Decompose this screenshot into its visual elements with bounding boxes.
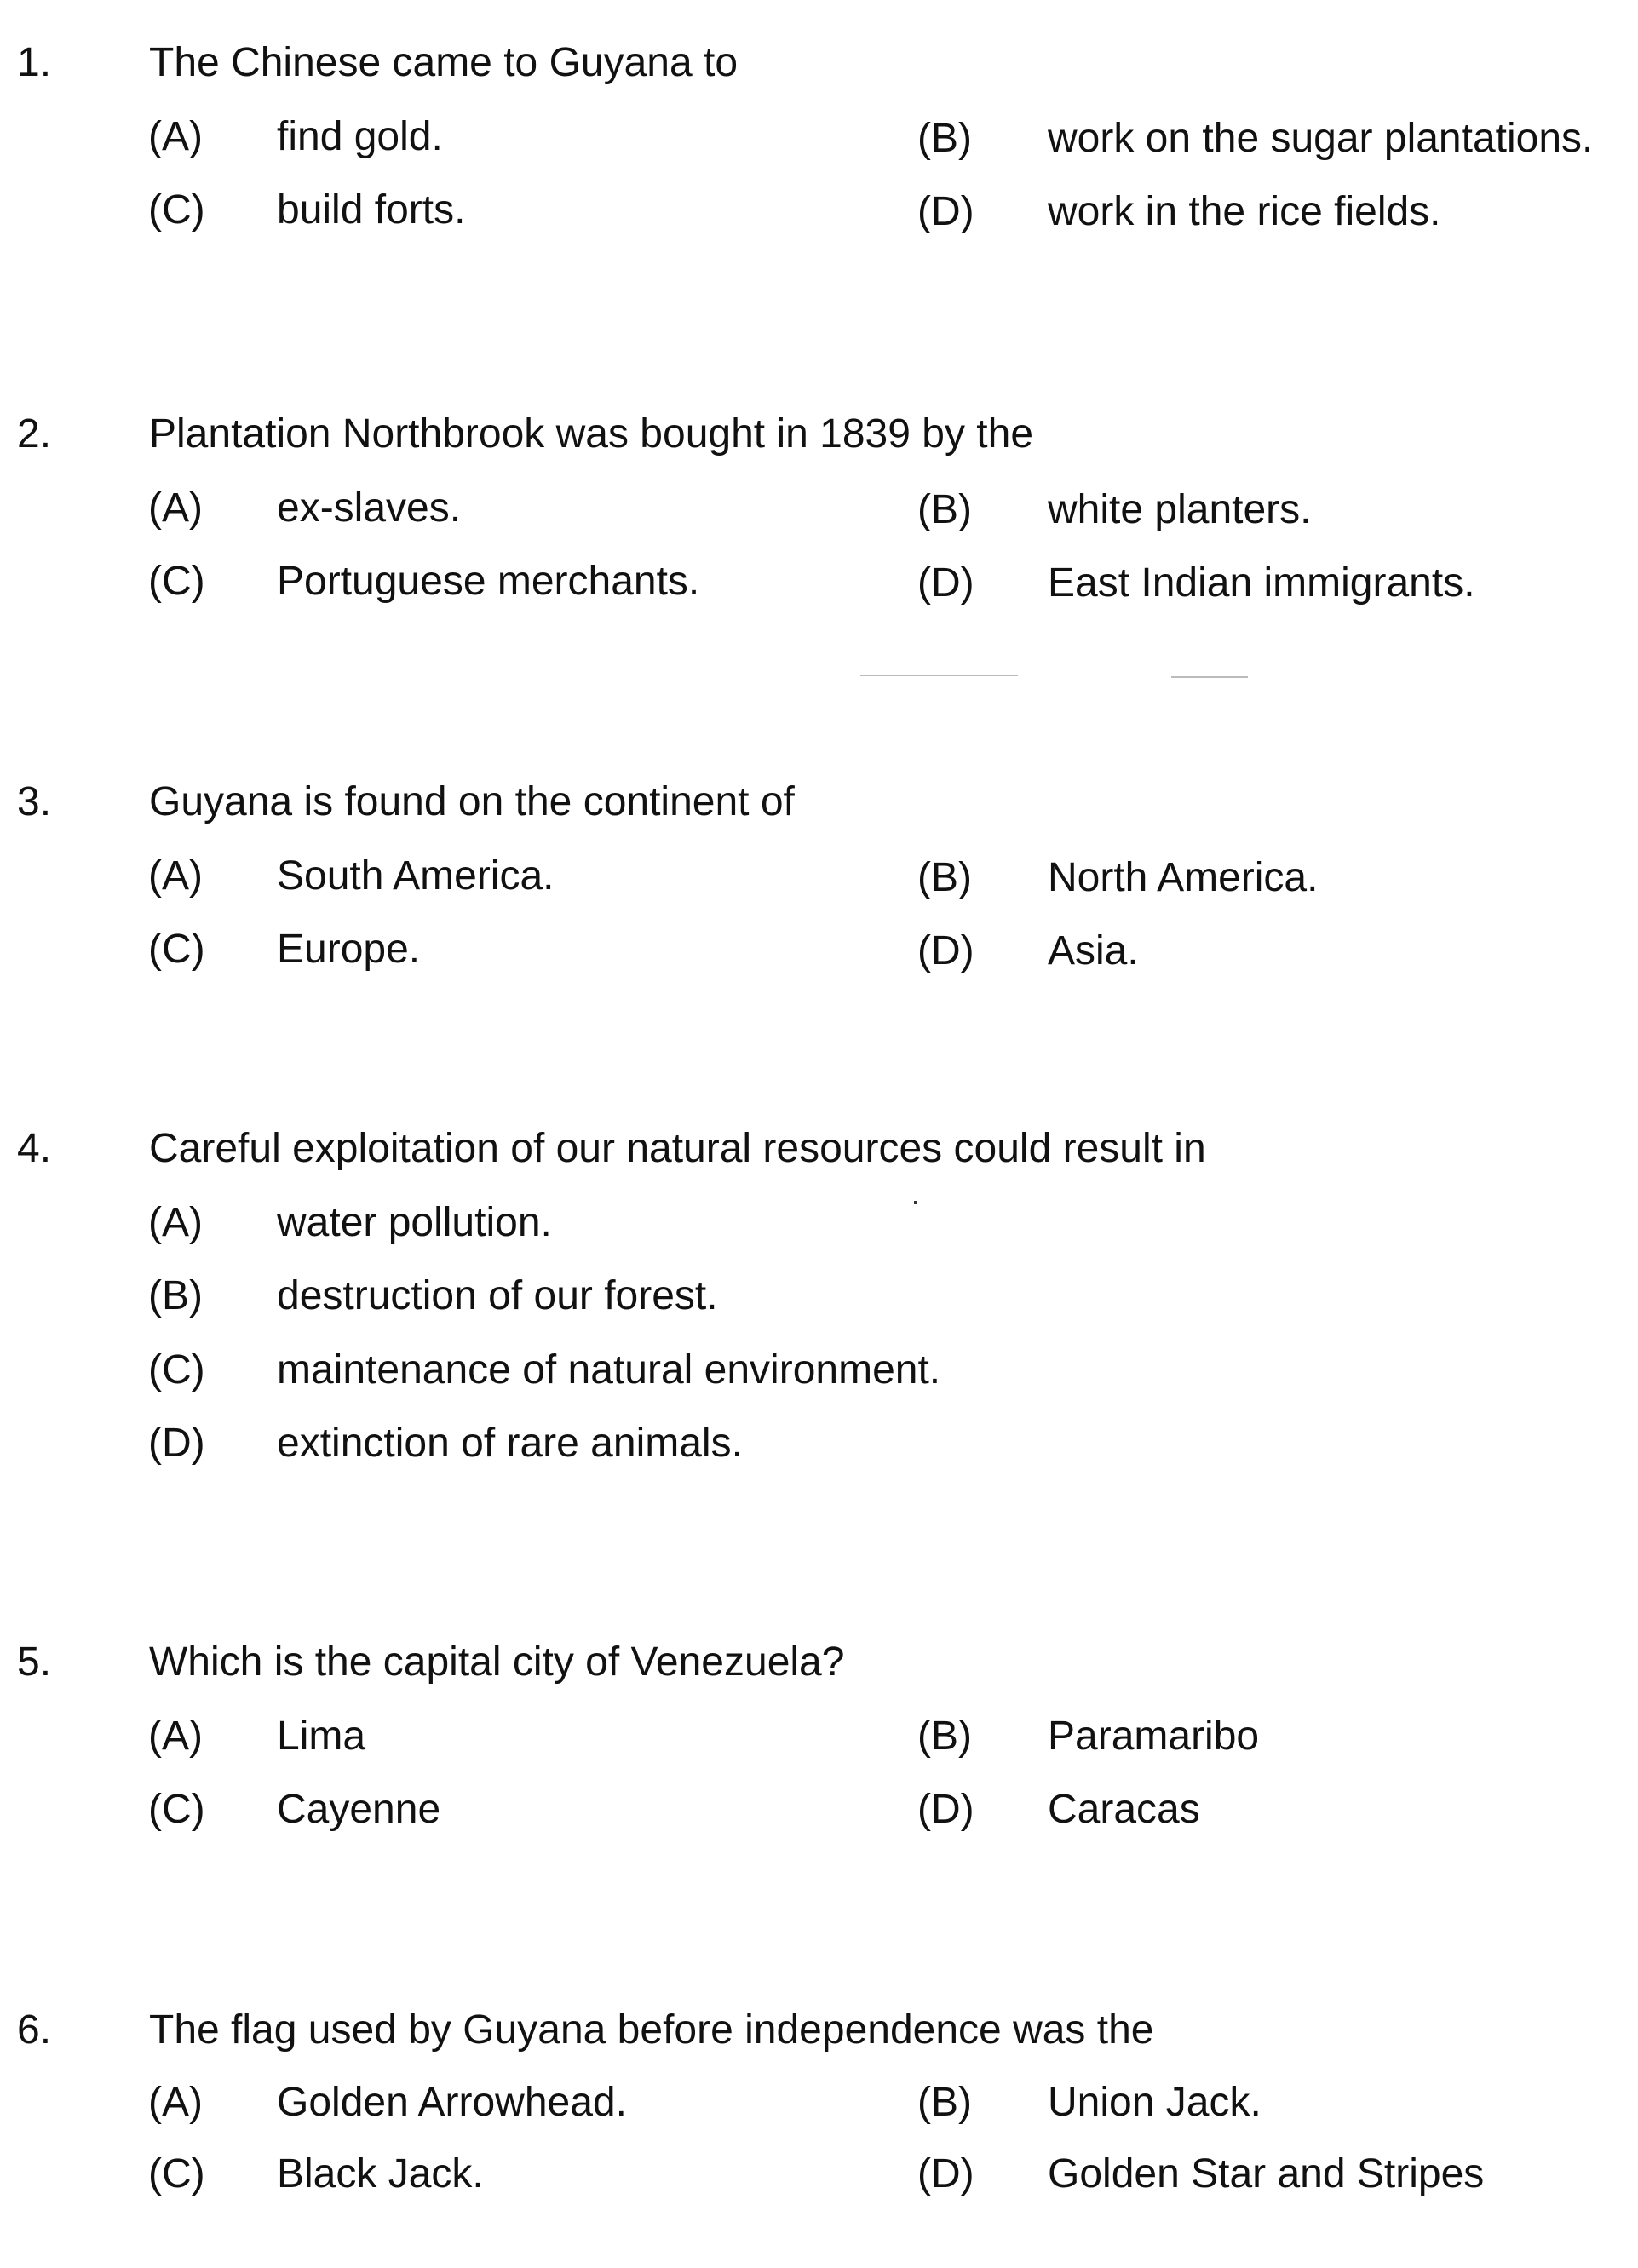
option-letter: (A) [148,853,203,899]
option-text: Portuguese merchants. [277,559,700,604]
option-letter: (B) [917,116,972,161]
option-text: destruction of our forest. [277,1273,718,1318]
option-text: Paramaribo [1048,1714,1260,1759]
option-text: work on the sugar plantations. [1048,116,1594,161]
option-letter: (D) [917,560,974,606]
option-letter: (B) [917,2080,972,2125]
question-stem: Plantation Northbrook was bought in 1839 by the [149,411,1034,456]
question-stem: The flag used by Guyana before independence was the [149,2007,1154,2053]
option-letter: (C) [148,187,205,233]
question-stem: Guyana is found on the continent of [149,779,795,824]
question-number: 1. [17,40,52,85]
option-letter: (A) [148,485,203,531]
scan-speck [914,1201,917,1204]
option-letter: (B) [917,1714,972,1759]
question-number: 2. [17,411,52,456]
option-text: build forts. [277,187,466,233]
option-letter: (C) [148,559,205,604]
option-letter: (A) [148,1714,203,1759]
option-text: Lima [277,1714,366,1759]
question-stem: Careful exploitation of our natural resources could result in [149,1126,1206,1171]
option-text: Golden Star and Stripes [1048,2151,1485,2196]
question-number: 4. [17,1126,52,1171]
option-text: white planters. [1048,487,1312,532]
option-text: North America. [1048,855,1319,900]
option-text: South America. [277,853,555,899]
scan-speck [1171,676,1248,678]
option-text: work in the rice fields. [1048,189,1441,234]
question-number: 5. [17,1639,52,1685]
option-text: Europe. [277,927,421,972]
option-text: find gold. [277,114,443,159]
question-number: 3. [17,779,52,824]
question-number: 6. [17,2007,52,2053]
option-text: Asia. [1048,928,1139,973]
option-text: extinction of rare animals. [277,1421,743,1466]
scan-speck [860,675,1018,676]
option-letter: (C) [148,927,205,972]
option-letter: (A) [148,114,203,159]
option-letter: (A) [148,2080,203,2125]
question-stem: The Chinese came to Guyana to [149,40,739,85]
option-text: Caracas [1048,1787,1200,1832]
option-letter: (D) [917,189,974,234]
option-letter: (B) [917,487,972,532]
option-text: East Indian immigrants. [1048,560,1475,606]
option-letter: (D) [917,2151,974,2196]
option-text: Cayenne [277,1787,441,1832]
option-text: Golden Arrowhead. [277,2080,627,2125]
option-letter: (A) [148,1200,203,1245]
option-text: Black Jack. [277,2151,484,2196]
question-stem: Which is the capital city of Venezuela? [149,1639,845,1685]
option-letter: (D) [148,1421,205,1466]
option-letter: (B) [148,1273,203,1318]
option-text: water pollution. [277,1200,552,1245]
option-letter: (D) [917,1787,974,1832]
option-letter: (C) [148,2151,205,2196]
option-text: Union Jack. [1048,2080,1262,2125]
option-text: ex-slaves. [277,485,462,531]
option-text: maintenance of natural environment. [277,1347,941,1392]
option-letter: (C) [148,1787,205,1832]
option-letter: (B) [917,855,972,900]
option-letter: (C) [148,1347,205,1392]
option-letter: (D) [917,928,974,973]
